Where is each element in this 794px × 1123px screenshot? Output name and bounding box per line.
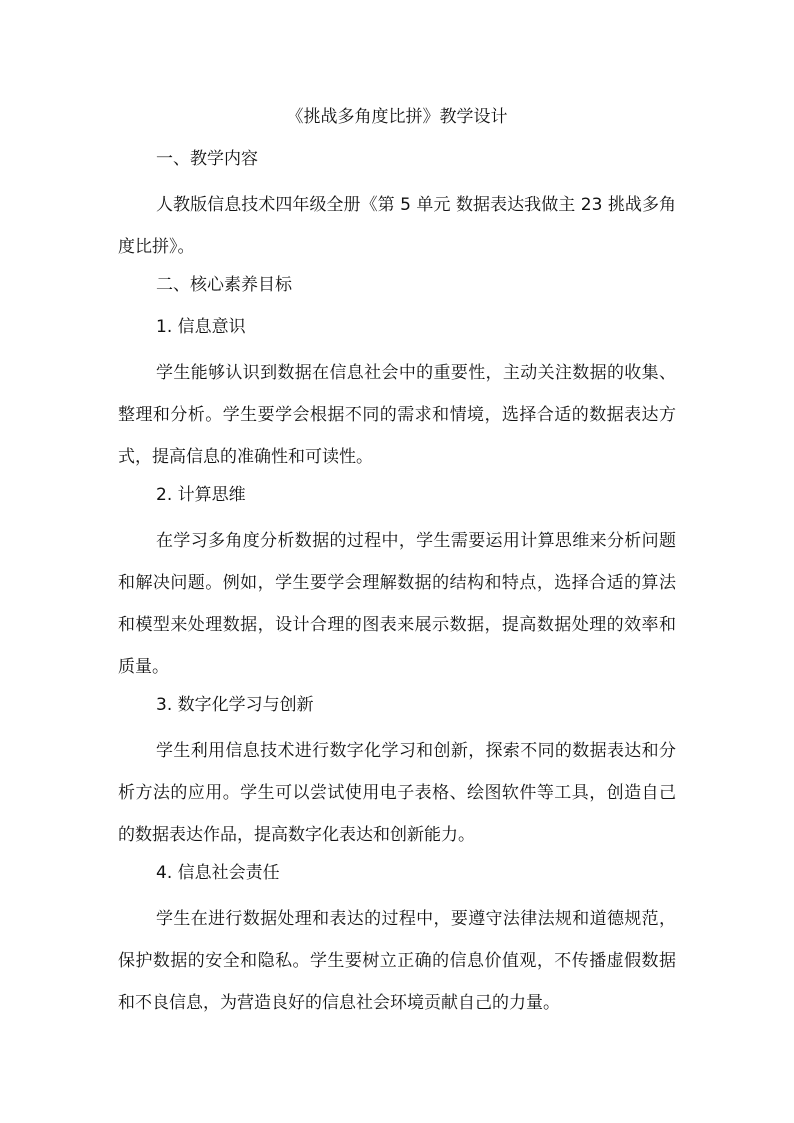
section-text-content: 人教版信息技术四年级全册《第 5 单元 数据表达我做主 23 挑战多角度比拼》。 — [118, 195, 676, 257]
goal-heading-social-responsibility: 4. 信息社会责任 — [156, 863, 280, 883]
goal-heading-computational-thinking: 2. 计算思维 — [156, 485, 246, 505]
goal-text-social-responsibility: 学生在进行数据处理和表达的过程中，要遵守法律法规和道德规范，保护数据的安全和隐私。学生要树立正确的信息价值观，不传播虚假数据和不良信息，为营造良好的信息社会环境贡献自己的力量。 — [118, 909, 676, 1013]
section-heading-goals: 二、核心素养目标 — [156, 275, 292, 295]
document-title: 《挑战多角度比拼》教学设计 — [286, 107, 508, 127]
section-heading-content: 一、教学内容 — [156, 149, 258, 169]
goal-text-digital-learning: 学生利用信息技术进行数字化学习和创新，探索不同的数据表达和分析方法的应用。学生可以尝试使用电子表格、绘图软件等工具，创造自己的数据表达作品，提高数字化表达和创新能力。 — [118, 741, 676, 845]
goal-heading-information-awareness: 1. 信息意识 — [156, 317, 246, 337]
document-body — [118, 100, 676, 1024]
goal-text-information-awareness: 学生能够认识到数据在信息社会中的重要性，主动关注数据的收集、整理和分析。学生要学会根据不同的需求和情境，选择合适的数据表达方式，提高信息的准确性和可读性。 — [118, 363, 676, 467]
goal-heading-digital-learning: 3. 数字化学习与创新 — [156, 695, 314, 715]
goal-text-computational-thinking: 在学习多角度分析数据的过程中，学生需要运用计算思维来分析问题和解决问题。例如，学生要学会理解数据的结构和特点，选择合适的算法和模型来处理数据，设计合理的图表来展示数据，提高数据处理的效率和质量。 — [118, 531, 676, 677]
